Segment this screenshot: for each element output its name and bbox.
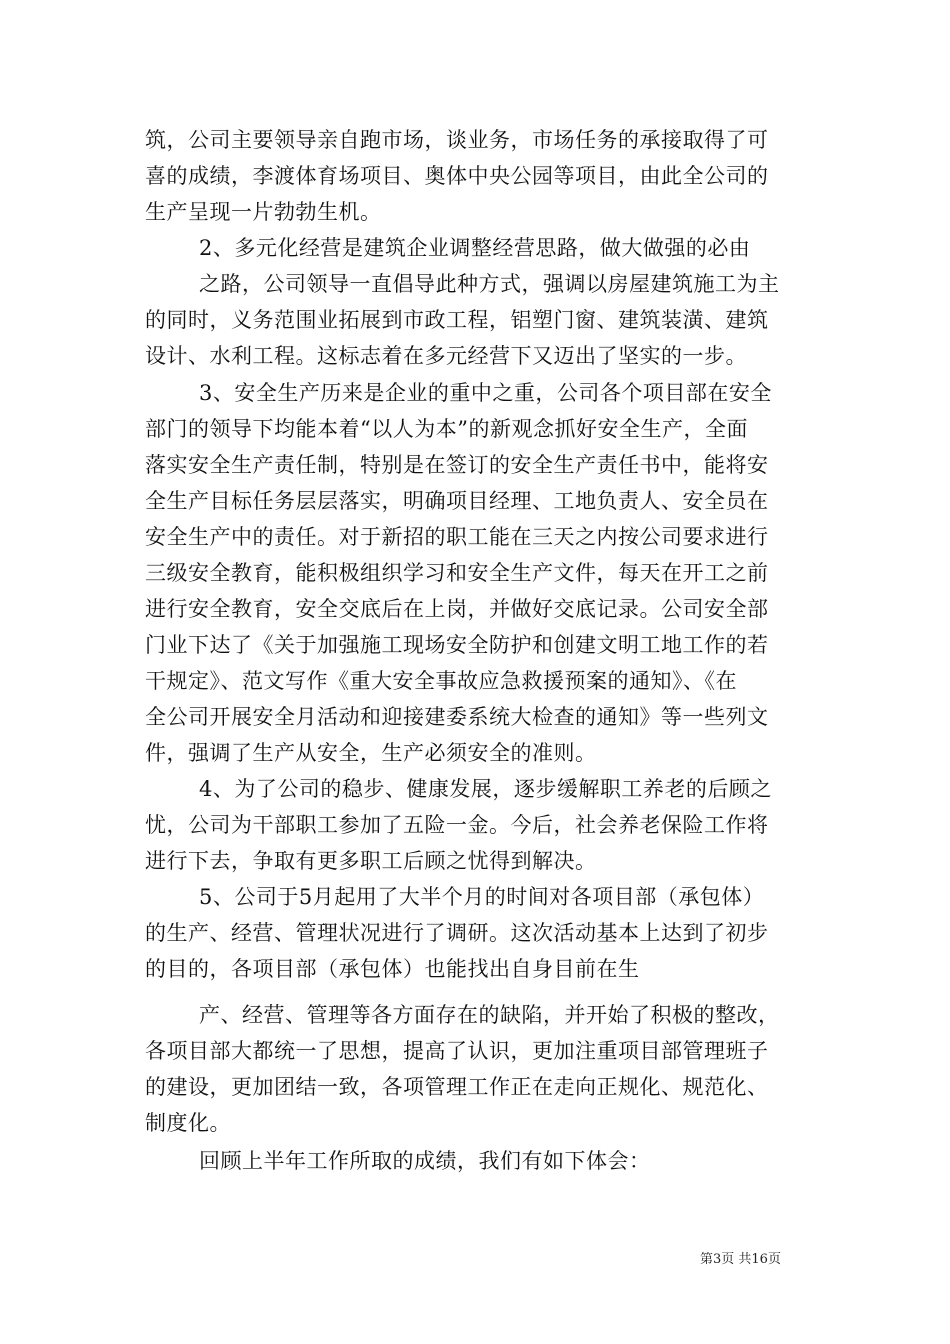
page-number-footer: 第3页 共16页 <box>700 1252 781 1267</box>
body-text-line: 筑，公司主要领导亲自跑市场，谈业务，市场任务的承接取得了可 <box>145 128 769 152</box>
body-text-line: 进行下去，争取有更多职工后顾之忧得到解决。 <box>145 849 597 873</box>
body-text-line: 生产呈现一片勃勃生机。 <box>145 200 382 224</box>
body-text-line: 设计、水利工程。这标志着在多元经营下又迈出了坚实的一步。 <box>145 344 747 368</box>
paragraph-start-line: 产、经营、管理等各方面存在的缺陷，并开始了积极的整改， <box>199 1003 780 1027</box>
body-text-line: 三级安全教育，能积极组织学习和安全生产文件，每天在开工之前 <box>145 561 769 585</box>
paragraph-start-line: 2、多元化经营是建筑企业调整经营思路，做大做强的必由 <box>199 236 751 260</box>
body-text-line: 件，强调了生产从安全，生产必须安全的准则。 <box>145 741 597 765</box>
body-text-line: 的同时，义务范围业拓展到市政工程，铝塑门窗、建筑装潢、建筑 <box>145 308 769 332</box>
paragraph-start-line: 4、为了公司的稳步、健康发展，逐步缓解职工养老的后顾之 <box>199 777 772 801</box>
body-text-line: 的目的，各项目部（承包体）也能找出自身目前在生 <box>145 957 640 981</box>
body-text-line: 干规定》、范文写作《重大安全事故应急救援预案的通知》、《在 <box>145 669 737 693</box>
body-text-line: 忧，公司为干部职工参加了五险一金。今后，社会养老保险工作将 <box>145 813 769 837</box>
body-text-line: 喜的成绩，李渡体育场项目、奥体中央公园等项目，由此全公司的 <box>145 164 769 188</box>
body-text-line: 门业下达了《关于加强施工现场安全防护和创建文明工地工作的若 <box>145 633 769 657</box>
body-text-line: 进行安全教育，安全交底后在上岗，并做好交底记录。公司安全部 <box>145 597 769 621</box>
paragraph-start-line: 3、安全生产历来是企业的重中之重，公司各个项目部在安全 <box>199 381 772 405</box>
paragraph-start-line: 回顾上半年工作所取的成绩，我们有如下体会： <box>199 1149 651 1173</box>
body-text-line: 各项目部大都统一了思想，提高了认识，更加注重项目部管理班子 <box>145 1039 769 1063</box>
body-text-line: 全生产目标任务层层落实，明确项目经理、工地负责人、安全员在 <box>145 489 769 513</box>
body-text-line: 安全生产中的责任。对于新招的职工能在三天之内按公司要求进行 <box>145 525 769 549</box>
body-text-line: 部门的领导下均能本着“以人为本”的新观念抓好安全生产，全面 <box>145 417 748 441</box>
paragraph-start-line: 5、公司于5月起用了大半个月的时间对各项目部（承包体） <box>199 885 765 909</box>
body-text-line: 落实安全生产责任制，特别是在签订的安全生产责任书中，能将安 <box>145 453 769 477</box>
body-text-line: 的建设，更加团结一致，各项管理工作正在走向正规化、规范化、 <box>145 1075 769 1099</box>
body-text-line: 全公司开展安全月活动和迎接建委系统大检查的通知》等一些列文 <box>145 705 769 729</box>
body-text-line: 之路，公司领导一直倡导此种方式，强调以房屋建筑施工为主 <box>199 272 780 296</box>
body-text-line: 制度化。 <box>145 1111 231 1135</box>
body-text-line: 的生产、经营、管理状况进行了调研。这次活动基本上达到了初步 <box>145 921 769 945</box>
